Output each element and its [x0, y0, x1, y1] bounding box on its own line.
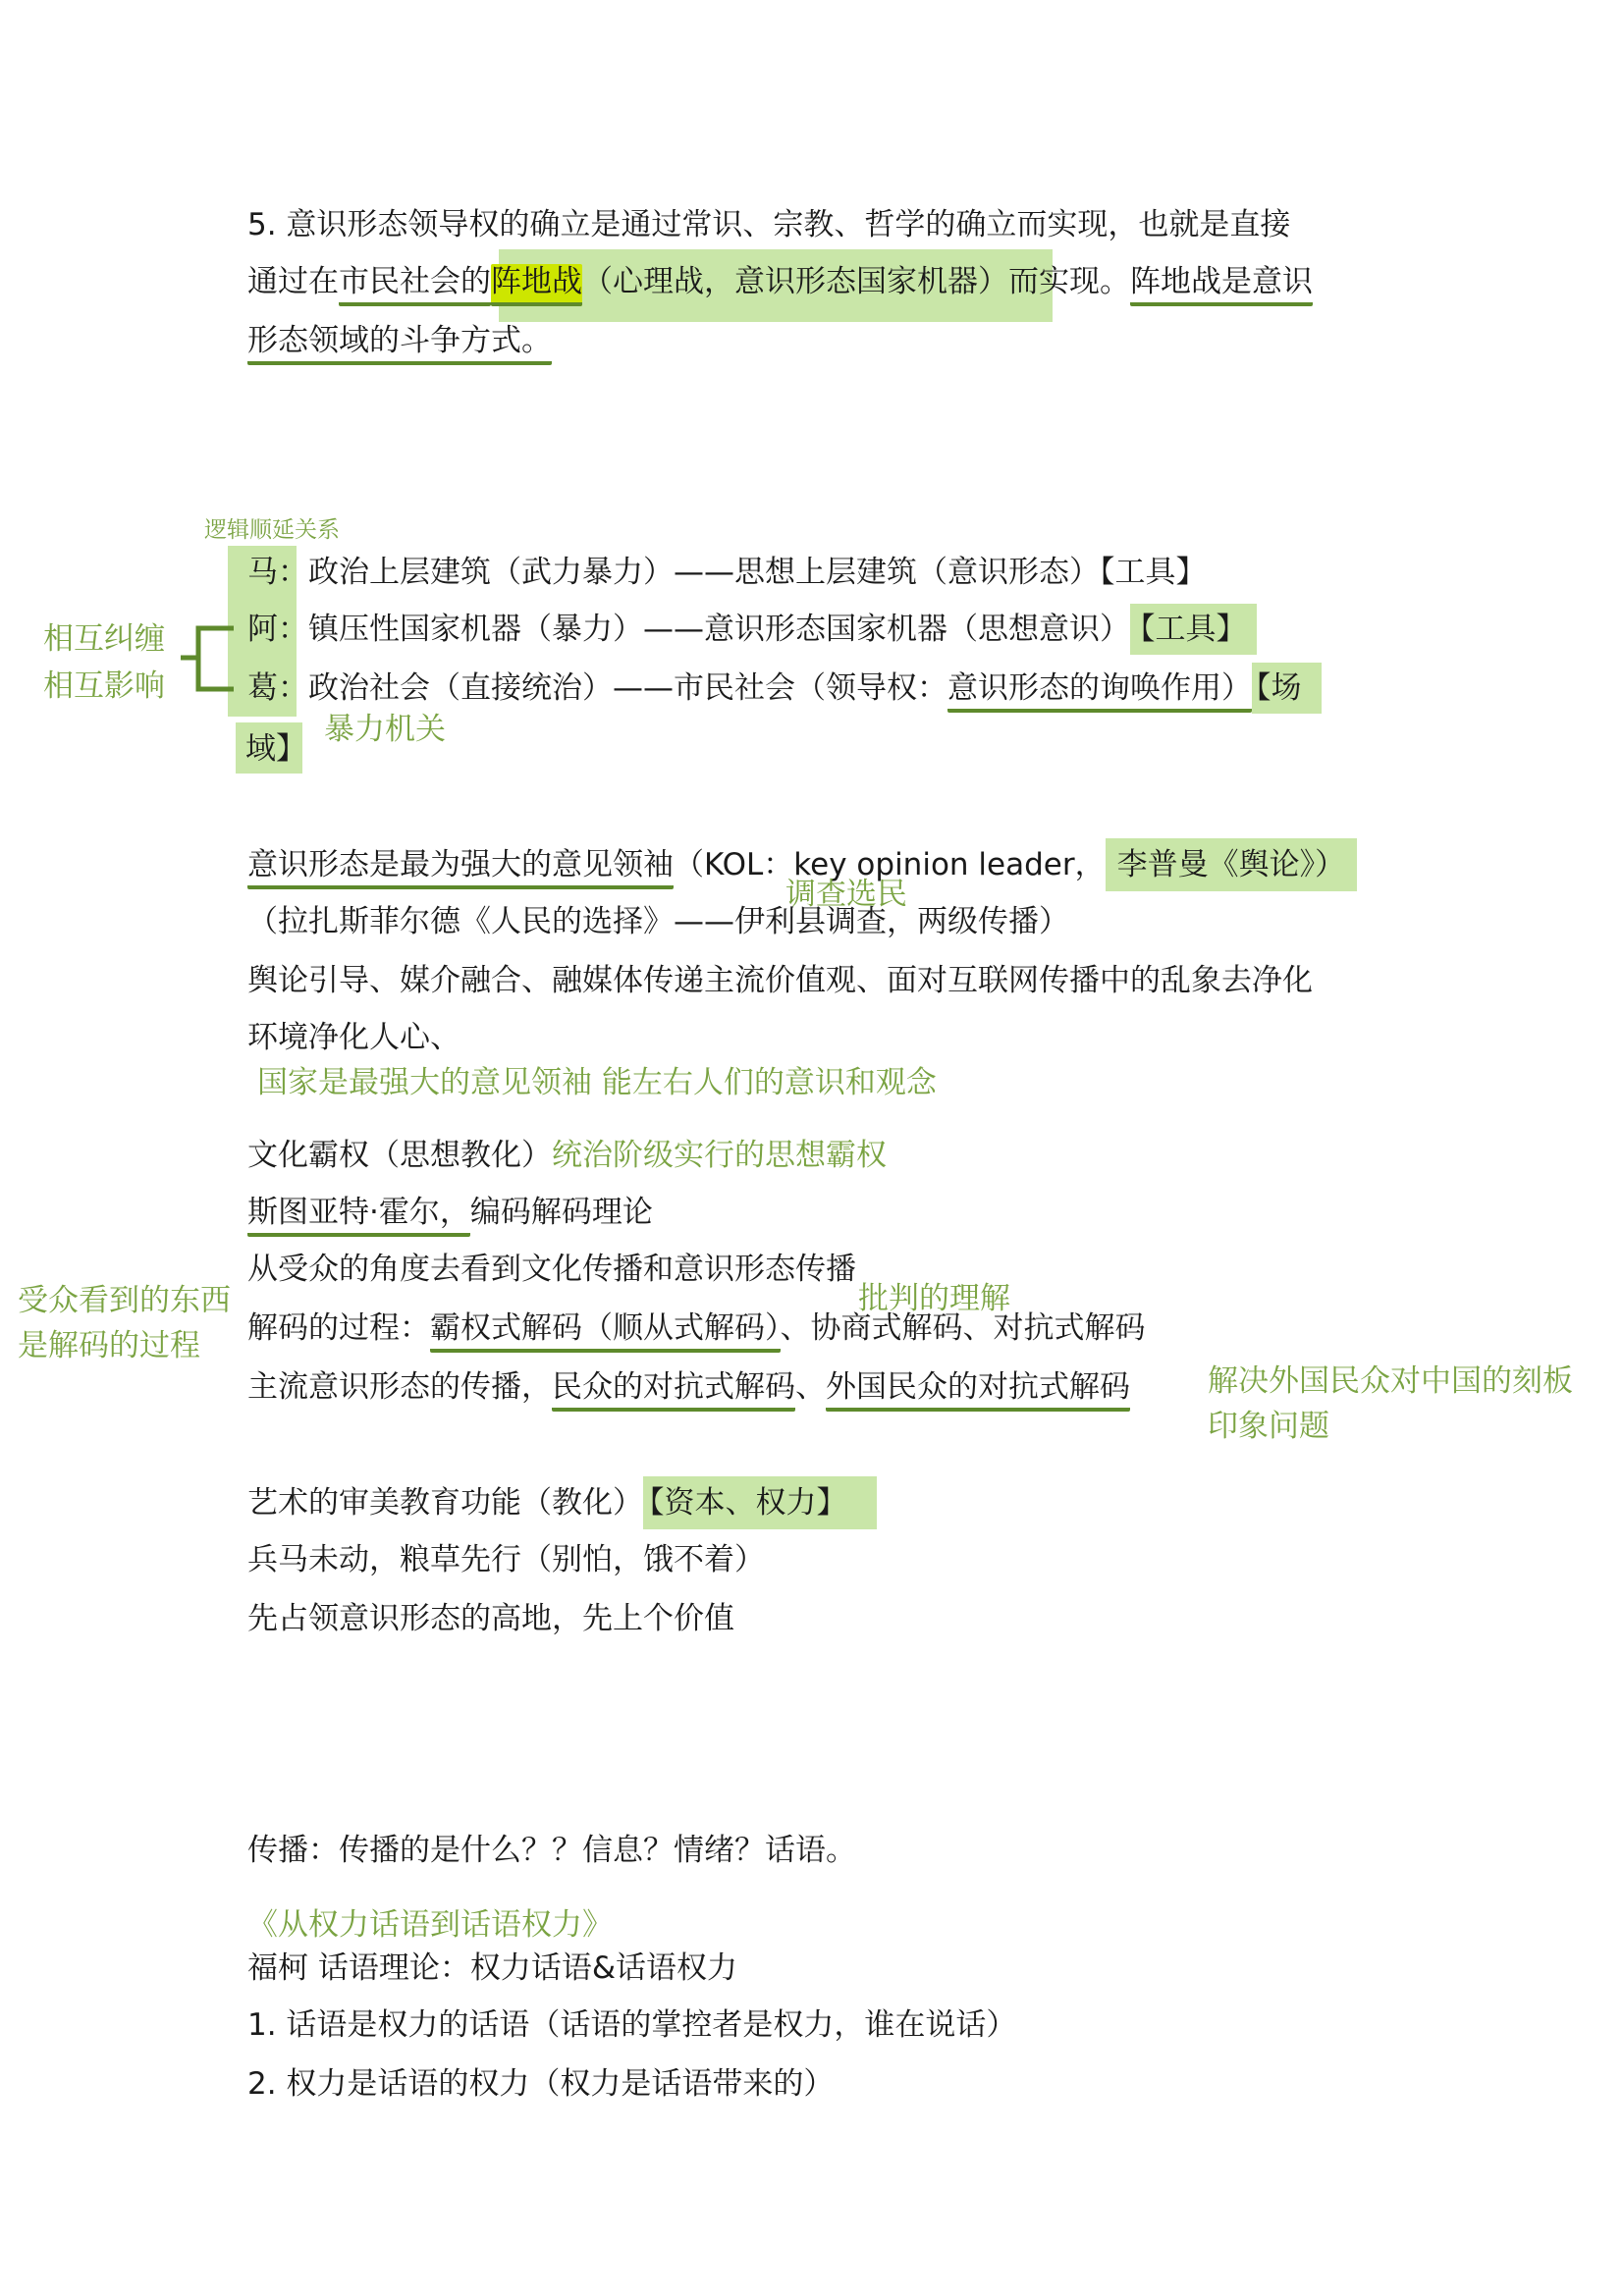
hall-other-decode: 、协商式解码、对抗式解码 [780, 1310, 1146, 1346]
hall-mainstream: 主流意识形态的传播， [247, 1369, 552, 1405]
art-capital-power: 【资本、权力】 [643, 1476, 877, 1529]
note-influence: 相互影响 [43, 668, 165, 704]
bracket-icon [177, 624, 236, 693]
comm-line4: 2. 权力是话语的权力（权力是话语带来的） [247, 2066, 835, 2102]
note-audience1: 受众看到的东西 [18, 1283, 231, 1318]
comm-book: 《从权力话语到话语权力》 [247, 1907, 613, 1943]
rel-a-tag: 【工具】 [1130, 604, 1257, 655]
note-violence: 暴力机关 [324, 712, 446, 747]
rel-ge [247, 667, 1322, 709]
para5-war-of-position: 阵地战 [491, 264, 582, 306]
para5-struggle: 形态领域的斗争方式。 [247, 323, 552, 365]
hall-line3: 从受众的角度去看到文化传播和意识形态传播 [247, 1252, 856, 1287]
hall-decode-label: 解码的过程： [247, 1310, 430, 1346]
note-stereotype2: 印象问题 [1208, 1409, 1329, 1444]
rel-a-text: 镇压性国家机器（暴力）——意识形态国家机器（思想意识） [308, 612, 1130, 647]
note-logic: 逻辑顺延关系 [204, 517, 340, 543]
hall-foreign-oppositional: 外国民众的对抗式解码 [826, 1369, 1130, 1412]
rel-ge-text: 政治社会（直接统治）——市民社会（领导权： [308, 670, 947, 706]
kol-def: （KOL：key opinion leader， [674, 847, 1106, 882]
rel-ge-interpellation: 意识形态的询唤作用） [947, 670, 1252, 713]
hall-hegemonic-decode: 霸权式解码（顺从式解码） [430, 1310, 781, 1353]
rel-ma-key: 马： [247, 555, 308, 590]
para5-text2: 而实现。 [1008, 264, 1130, 299]
kol-line2: （拉扎斯菲尔德《人民的选择》——伊利县调查，两级传播） [247, 904, 1069, 939]
para5-line1: 5. 意识形态领导权的确立是通过常识、宗教、哲学的确立而实现，也就是直接 [247, 207, 1291, 242]
rel-ge-tag2: 域】 [245, 731, 306, 767]
kol-lippmann: 李普曼《舆论》） [1106, 838, 1358, 891]
para5-text: 通过在 [247, 264, 339, 299]
rel-a [247, 609, 1257, 650]
kol-line4: 环境净化人心、 [247, 1020, 460, 1055]
hall-sep: 、 [795, 1369, 826, 1405]
hall-line2 [247, 1192, 653, 1233]
hall-theory: 编码解码理论 [469, 1195, 653, 1230]
comm-line2: 福柯 话语理论：权力话语&话语权力 [247, 1950, 738, 1986]
hall-line5 [247, 1366, 1130, 1408]
note-survey: 调查选民 [785, 877, 907, 912]
para5-paren: （心理战，意识形态国家机器） [582, 264, 1008, 299]
rel-a-key: 阿： [247, 612, 308, 647]
para5-war-def: 阵地战是意识 [1130, 264, 1313, 306]
note-state-leader: 国家是最强大的意见领袖 能左右人们的意识和观念 [257, 1065, 937, 1100]
hall-hegemony: 文化霸权（思想教化） [247, 1138, 552, 1173]
para5-line3 [247, 320, 552, 361]
para5-civil-society: 市民社会的 [339, 264, 491, 306]
art-line3: 先占领意识形态的高地，先上个价值 [247, 1601, 734, 1636]
comm-line1: 传播：传播的是什么？？信息？情绪？话语。 [247, 1833, 856, 1868]
note-critical: 批判的理解 [858, 1281, 1010, 1316]
para5-line2 [247, 261, 1313, 302]
hall-public-oppositional: 民众的对抗式解码 [552, 1369, 795, 1412]
hall-line4 [247, 1308, 1146, 1349]
hall-line1 [247, 1135, 887, 1176]
kol-line3: 舆论引导、媒介融合、融媒体传递主流价值观、面对互联网传播中的乱象去净化 [247, 963, 1313, 998]
note-stereotype1: 解决外国民众对中国的刻板 [1208, 1363, 1573, 1399]
rel-ma [247, 552, 1207, 593]
art-line1 [247, 1482, 877, 1523]
note-audience2: 是解码的过程 [18, 1328, 200, 1363]
kol-opinion-leader: 意识形态是最为强大的意见领袖 [247, 847, 674, 889]
note-ruling-class: 统治阶级实行的思想霸权 [552, 1138, 887, 1173]
note-entangle: 相互纠缠 [43, 621, 165, 657]
rel-ge-key: 葛： [247, 670, 308, 706]
rel-ge-tag1: 【场 [1252, 663, 1322, 714]
comm-line3: 1. 话语是权力的话语（话语的掌控者是权力，谁在说话） [247, 2007, 1017, 2043]
art-line2: 兵马未动，粮草先行（别怕，饿不着） [247, 1542, 765, 1577]
rel-ma-text: 政治上层建筑（武力暴力）——思想上层建筑（意识形态）【工具】 [308, 555, 1207, 590]
art-aesthetic: 艺术的审美教育功能（教化） [247, 1485, 643, 1521]
hall-name: 斯图亚特·霍尔， [247, 1195, 470, 1237]
